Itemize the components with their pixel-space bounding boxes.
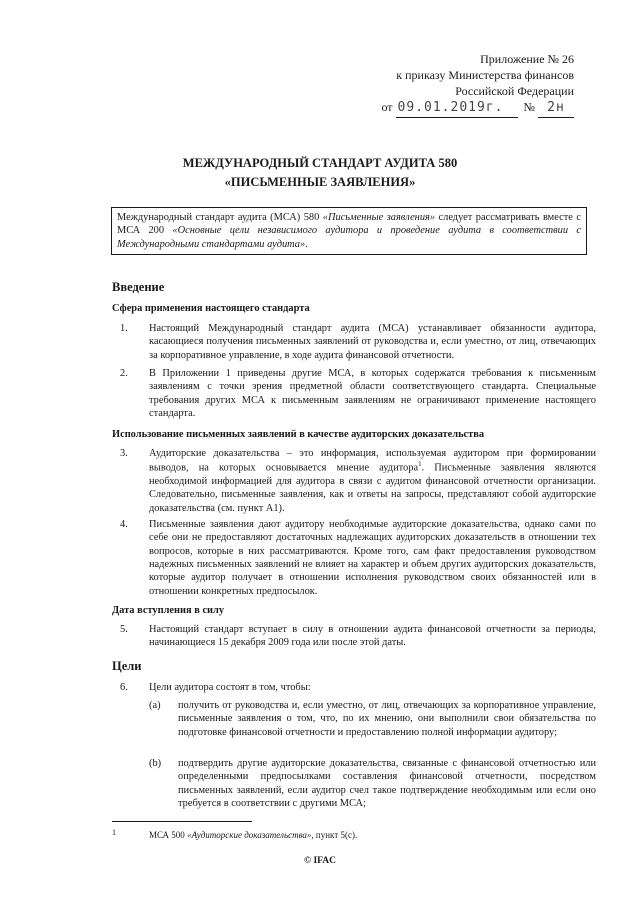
footnote-prefix: МСА 500 <box>149 830 188 840</box>
order-number-field <box>538 99 574 117</box>
page-footer-ifac: © IFAC <box>304 856 336 866</box>
paragraph-text: Настоящий стандарт вступает в силу в отношении аудита финансовой отчетности за периоды, начинающиеся 15 декабря 2009 года или после этой даты. <box>149 624 596 649</box>
footnote <box>112 830 596 842</box>
paragraph-number: 3. <box>120 448 128 459</box>
paragraph-text: Настоящий Международный стандарт аудита (МСА) устанавливает обязанности аудитора, касающиеся получения письменных заявлений от руководства и, если уместно, от лиц, отвечающих за корпоративное управление, в ходе аудита финансовой отчетности. <box>149 323 596 361</box>
intro-text-4: «Основные цели независимого аудитора и проведение аудита в соответствии с Международными стандартами аудита» <box>117 225 581 250</box>
paragraph-3-text-b: . Письменные заявления являются необходимой информацией для аудитора в связи с аудитом финансовой отчетности организации. Следовательно, письменные заявления, как и ответы на запросы, представляют собой аудиторские доказательства (см. пункт А1). <box>149 462 596 514</box>
item-text: получить от руководства и, если уместно, от лиц, отвечающих за корпоративное управление, письменные заявления о том, что, по их мнению, они выполнили свои обязательства по подготовке финансовой отчетности и предоставлению полной информации аудитору; <box>178 700 596 738</box>
appendix-line-1: Приложение № 26 <box>480 52 574 66</box>
appendix-header <box>334 52 574 118</box>
paragraph-5 <box>112 623 596 650</box>
item-text: подтвердить другие аудиторские доказательства, связанные с финансовой отчетностью или определенными предпосылками составления финансовой отчетности, посредством письменных заявлений, если аудитор счел такое подтверждение необходимым или если оно требуется в соответствии с другими МСА; <box>178 758 596 809</box>
paragraph-number: 2. <box>120 368 128 379</box>
footnote-text <box>149 830 596 842</box>
intro-text-3: следует рассматривать вместе с МСА 200 <box>117 212 581 237</box>
appendix-line-2: к приказу Министерства финансов <box>396 67 574 82</box>
paragraph-4 <box>112 518 596 598</box>
paragraph-text: В Приложении 1 приведены другие МСА, в которых содержатся требования к письменным заявлениям с точки зрения предметной области соответствующего стандарта. Специальные требования других МСА к письменным заявлениям не ограничивают применение настоящего стандарта. <box>149 368 596 419</box>
heading-written-representations-as-evidence: Использование письменных заявлений в качестве аудиторских доказательства <box>112 429 485 440</box>
paragraph-2 <box>112 367 596 420</box>
footnote-italic: «Аудиторские доказательства» <box>187 830 312 840</box>
standard-subtitle: «ПИСЬМЕННЫЕ ЗАЯВЛЕНИЯ» <box>224 175 416 189</box>
appendix-date-row <box>334 99 574 117</box>
paragraph-number: 4. <box>120 519 128 530</box>
heading-introduction: Введение <box>112 280 165 294</box>
objective-item-a <box>149 699 596 739</box>
objective-item-b <box>149 757 596 810</box>
paragraph-6 <box>112 681 596 694</box>
item-label: (a) <box>149 700 161 711</box>
paragraph-3 <box>112 447 596 515</box>
intro-text-2: «Письменные заявления» <box>322 212 436 223</box>
paragraph-text <box>149 447 596 515</box>
number-label: № <box>523 100 535 115</box>
order-date-field <box>396 99 518 117</box>
heading-effective-date: Дата вступления в силу <box>112 605 225 616</box>
intro-text-1: Международный стандарт аудита (МСА) 580 <box>117 212 323 223</box>
heading-objectives: Цели <box>112 659 142 673</box>
from-label: от <box>381 100 393 115</box>
item-label: (b) <box>149 758 162 769</box>
paragraph-3-text-a: Аудиторские доказательства – это информация, используемая аудитором при формировании выводов, на которых основывается мнение аудитора <box>149 448 596 474</box>
footnote-number: 1 <box>112 828 116 837</box>
standard-title: МЕЖДУНАРОДНЫЙ СТАНДАРТ АУДИТА 580 <box>182 156 458 170</box>
appendix-line-3: Российской Федерации <box>455 83 574 98</box>
order-number-value: 2н <box>547 100 565 116</box>
intro-text-5: . <box>305 238 308 250</box>
paragraph-number: 6. <box>120 682 128 693</box>
paragraph-number: 1. <box>120 323 128 334</box>
footnote-reference: 1 <box>418 460 422 469</box>
paragraph-1 <box>112 322 596 362</box>
paragraph-text: Письменные заявления дают аудитору необходимые аудиторские доказательства, однако сами по себе они не предоставляют достаточных надлежащих аудиторских доказательств в отношении тех вопросов, которые в них рассматриваются. Кроме того, сам факт предоставления руководством надежных письменных заявлений не влияет на характер и объем других аудиторских доказательств, которые аудитор получает в отношении исполнения руководством своих обязанностей или в отношении конкретных предпосылок. <box>149 519 596 597</box>
paragraph-text: Цели аудитора состоят в том, чтобы: <box>149 682 311 693</box>
order-date-value: 09.01.2019г. <box>397 100 504 116</box>
intro-note-box <box>111 207 587 255</box>
footnote-suffix: , пункт 5(с). <box>311 830 358 840</box>
heading-scope: Сфера применения настоящего стандарта <box>112 303 310 314</box>
paragraph-number: 5. <box>120 624 128 635</box>
footnote-divider <box>112 821 252 822</box>
